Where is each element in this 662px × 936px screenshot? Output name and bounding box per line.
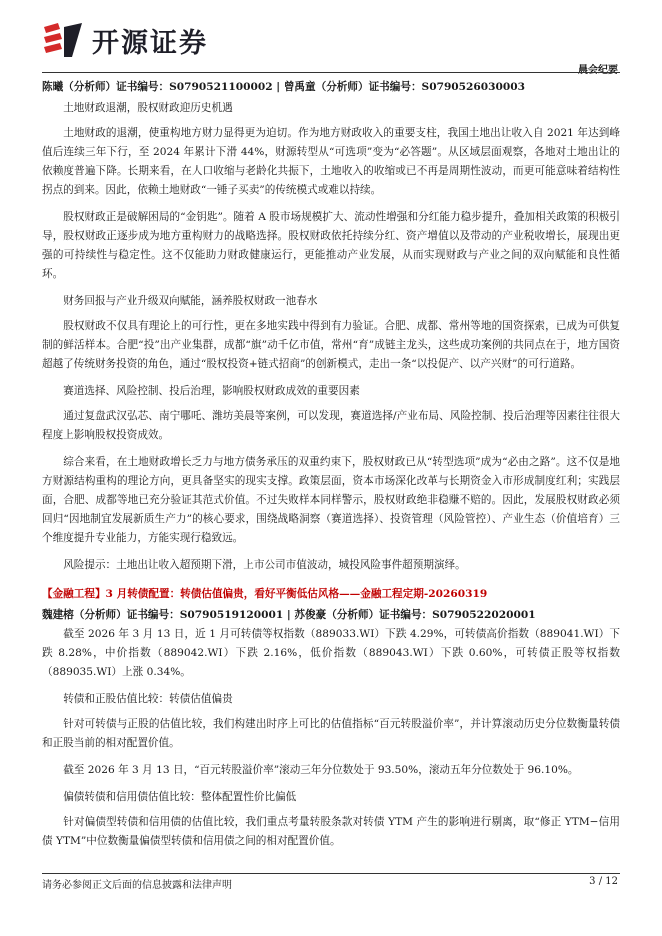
section1-paragraph-5: 综合来看，在土地财政增长乏力与地方债务承压的双重约束下，股权财政已从“转型选项”成为“必由之路”。这不仅是地方财源结构重构的理论方向，更具备坚实的现实支撑。政策层面，资本市场深化改革与长期资金入市形成制度红利；实践层面，合肥、成都等地已充分验证其范式价值。不过失败样本同样警示，股权财政绝非稳赚不赔的。因此，发展股权财政必须回归“因地制宜发展新质生产力”的核心要求，围绕战略洞察（赛道选择）、投资管理（风险管控）、产业生态（价值培育）三个维度提升专业能力，方能实现行稳致远。 [42, 456, 620, 544]
header-tag: 晨会纪要 [578, 65, 618, 76]
section2-authors: 魏建榕（分析师）证书编号：S0790519120001 | 苏俊豪（分析师）证书编号：S0790522020001 [42, 609, 536, 621]
section2-paragraph-1: 截至 2026 年 3 月 13 日，近 1 月可转债等权指数（889033.WI）下跌 4.29%，可转债高价指数（889041.WI）下跌 8.28%，中价指数（889042.WI）下跌 2.16%，低价指数（889043.WI）下跌 0.60%，可转债正股等权指数（889035.WI）上涨 0.34%。 [42, 628, 620, 678]
section1-subheading-1: 土地财政退潮，股权财政迎历史机遇 [63, 102, 233, 114]
section1-risk-note: 风险提示：土地出让收入超预期下滑，上市公司市值波动，城投风险事件超预期演绎。 [63, 559, 466, 571]
section1-paragraph-4: 通过复盘武汉弘芯、南宁哪吒、潍坊美晨等案例，可以发现，赛道选择/产业布局、风险控制、投后治理等因素往往很大程度上影响股权投资成效。 [42, 410, 620, 441]
brand-logo [42, 20, 208, 60]
section2-headline: 【金融工程】3 月转债配置：转债估值偏贵，看好平衡低估风格——金融工程定期-20260319 [42, 588, 488, 600]
section1-subheading-3: 赛道选择、风险控制、投后治理，影响股权财政成效的重要因素 [63, 385, 360, 397]
header-divider [42, 72, 620, 73]
section1-paragraph-1: 土地财政的退潮，使重构地方财力显得更为迫切。作为地方财政收入的重要支柱，我国土地出让收入自 2021 年达到峰值后连续三年下行，至 2024 年累计下滑 44%，财源转型从“可选项”变为“必答题”。从区域层面观察，各地对土地出让的依赖度普遍下降。长期来看，在人口收缩与老龄化共振下，土地收入的收缩或已不再是周期性波动，而更可能意味着结构性拐点的到来。因此，依赖土地财政“一锤子买卖”的传统模式或难以持续。 [42, 127, 620, 196]
footer-disclaimer: 请务必参阅正文后面的信息披露和法律声明 [42, 880, 232, 891]
page-number: 3 / 12 [589, 876, 618, 887]
section2-paragraph-3: 截至 2026 年 3 月 13 日，“百元转股溢价率”滚动三年分位数处于 93.50%，滚动五年分位数处于 96.10%。 [63, 764, 579, 776]
section2-subheading-2: 偏债转债和信用债估值比较：整体配置性价比偏低 [63, 791, 297, 803]
section2-paragraph-2: 针对可转债与正股的估值比较，我们构建出时序上可比的估值指标“百元转股溢价率”，并计算滚动历史分位数衡量转债和正股当前的相对配置价值。 [42, 718, 620, 749]
section1-authors: 陈曦（分析师）证书编号：S0790521100002 | 曾禹童（分析师）证书编号：S0790526030003 [42, 81, 526, 93]
section2-subheading-1: 转债和正股估值比较：转债估值偏贵 [63, 693, 233, 705]
footer-divider [42, 873, 620, 874]
section1-paragraph-2: 股权财政正是破解困局的“金钥匙”。随着 A 股市场规模扩大、流动性增强和分红能力稳步提升，叠加相关政策的积极引导，股权财政正逐步成为地方重构财力的战略选择。股权财政依托持续分红、资产增值以及带动的产业税收增长，展现出更强的可持续性与稳定性。这不仅能助力财政健康运行，更能推动产业发展，从而实现财政与产业之间的双向赋能和良性循环。 [42, 211, 620, 280]
logo-mark-icon [42, 21, 86, 59]
logo-text: 开源证券 [92, 27, 208, 59]
section1-paragraph-3: 股权财政不仅具有理论上的可行性，更在多地实践中得到有力验证。合肥、成都、常州等地的国资探索，已成为可供复制的鲜活样本。合肥“投”出产业集群，成都“旗”动千亿市值，常州“育”成链主龙头，这些成功案例的共同点在于，地方国资超越了传统财务投资的角色，通过“股权投资+链式招商”的创新模式，走出一条“以投促产、以产兴财”的可行道路。 [42, 320, 620, 370]
section2-paragraph-4: 针对偏债型转债和信用债的估值比较，我们重点考量转股条款对转债 YTM 产生的影响进行剔离，取“修正 YTM−信用债 YTM”中位数衡量偏债型转债和信用债之间的相对配置价值。 [42, 816, 620, 847]
page-body [42, 78, 620, 859]
section1-subheading-2: 财务回报与产业升级双向赋能，涵养股权财政一池春水 [63, 295, 318, 307]
